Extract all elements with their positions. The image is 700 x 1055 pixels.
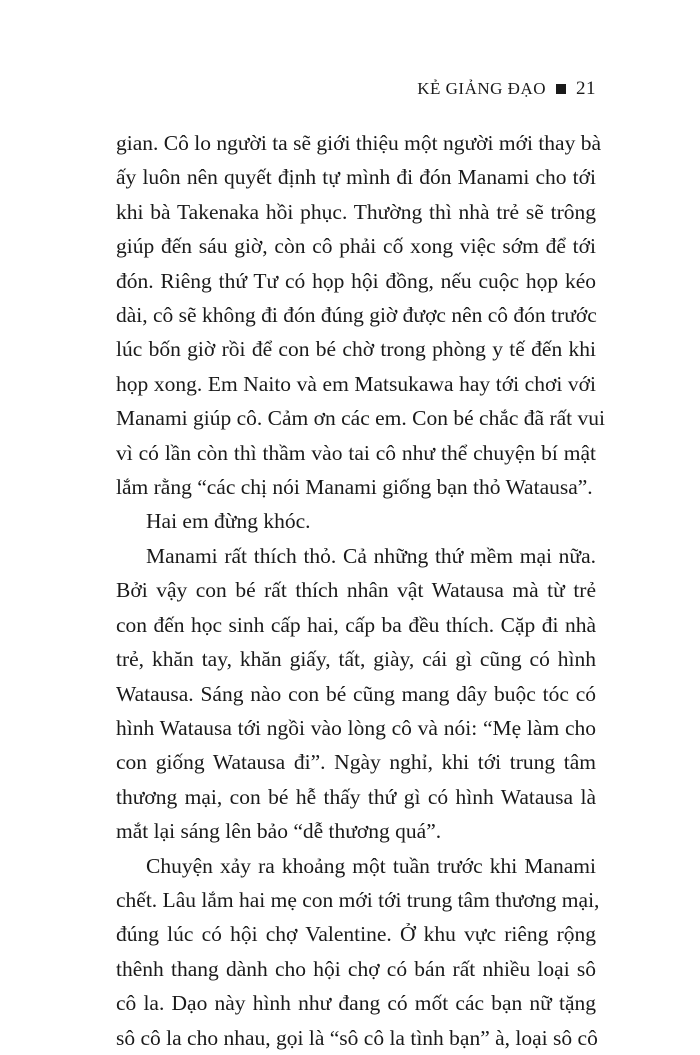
text-line: đón. Riêng thứ Tư có họp hội đồng, nếu cuộc họp kéo	[116, 268, 596, 293]
text-line: đúng lúc có hội chợ Valentine. Ở khu vực riêng rộng	[116, 922, 596, 947]
page-number: 21	[576, 78, 596, 99]
text-line: con giống Watausa đi”. Ngày nghỉ, khi tới trung tâm	[116, 750, 596, 775]
running-header	[417, 78, 596, 100]
text-line: mắt lại sáng lên bảo “dễ thương quá”.	[116, 819, 442, 844]
paragraph-first-line: Chuyện xảy ra khoảng một tuần trước khi Manami	[146, 853, 596, 878]
text-line: họp xong. Em Naito và em Matsukawa hay tới chơi với	[116, 371, 596, 396]
text-line: Watausa. Sáng nào con bé cũng mang dây buộc tóc có	[116, 681, 596, 706]
text-line: Manami giúp cô. Cảm ơn các em. Con bé chắc đã rất vui	[116, 406, 605, 431]
header-separator-square	[556, 84, 566, 94]
text-line: chết. Lâu lắm hai mẹ con mới tới trung tâm thương mại,	[116, 887, 600, 912]
paragraph-first-line: Manami rất thích thỏ. Cả những thứ mềm mại nữa.	[146, 543, 596, 568]
text-line: trẻ, khăn tay, khăn giấy, tất, giày, cái gì cũng có hình	[116, 647, 596, 672]
text-line: sô cô la cho nhau, gọi là “sô cô la tình bạn” à, loại sô cô	[116, 1025, 598, 1050]
text-line: thương mại, con bé hễ thấy thứ gì có hình Watausa là	[116, 784, 596, 809]
text-line: vì có lần còn thì thầm vào tai cô như thể chuyện bí mật	[116, 440, 596, 465]
text-line: lắm rằng “các chị nói Manami giống bạn thỏ Watausa”.	[116, 475, 593, 500]
running-title: KẺ GIẢNG ĐẠO	[417, 79, 546, 98]
text-line: dài, cô sẽ không đi đón đúng giờ được nên cô đón trước	[116, 303, 597, 328]
text-line: con đến học sinh cấp hai, cấp ba đều thích. Cặp đi nhà	[116, 612, 596, 637]
text-line: hình Watausa tới ngồi vào lòng cô và nói: “Mẹ làm cho	[116, 715, 596, 740]
paragraph-first-line: Hai em đừng khóc.	[146, 509, 311, 534]
text-line: Bởi vậy con bé rất thích nhân vật Watausa mà từ trẻ	[116, 578, 596, 603]
text-line: ấy luôn nên quyết định tự mình đi đón Manami cho tới	[116, 165, 596, 190]
text-line: gian. Cô lo người ta sẽ giới thiệu một người mới thay bà	[116, 131, 601, 155]
text-line: cô la. Dạo này hình như đang có mốt các bạn nữ tặng	[116, 991, 596, 1016]
text-line: thênh thang dành cho hội chợ có bán rất nhiều loại sô	[116, 956, 596, 981]
text-line: lúc bốn giờ rồi để con bé chờ trong phòng y tế đến khi	[116, 337, 596, 362]
text-line: giúp đến sáu giờ, còn cô phải cố xong việc sớm để tới	[116, 234, 596, 259]
body-text	[116, 126, 605, 1055]
text-line: khi bà Takenaka hồi phục. Thường thì nhà trẻ sẽ trông	[116, 199, 596, 224]
